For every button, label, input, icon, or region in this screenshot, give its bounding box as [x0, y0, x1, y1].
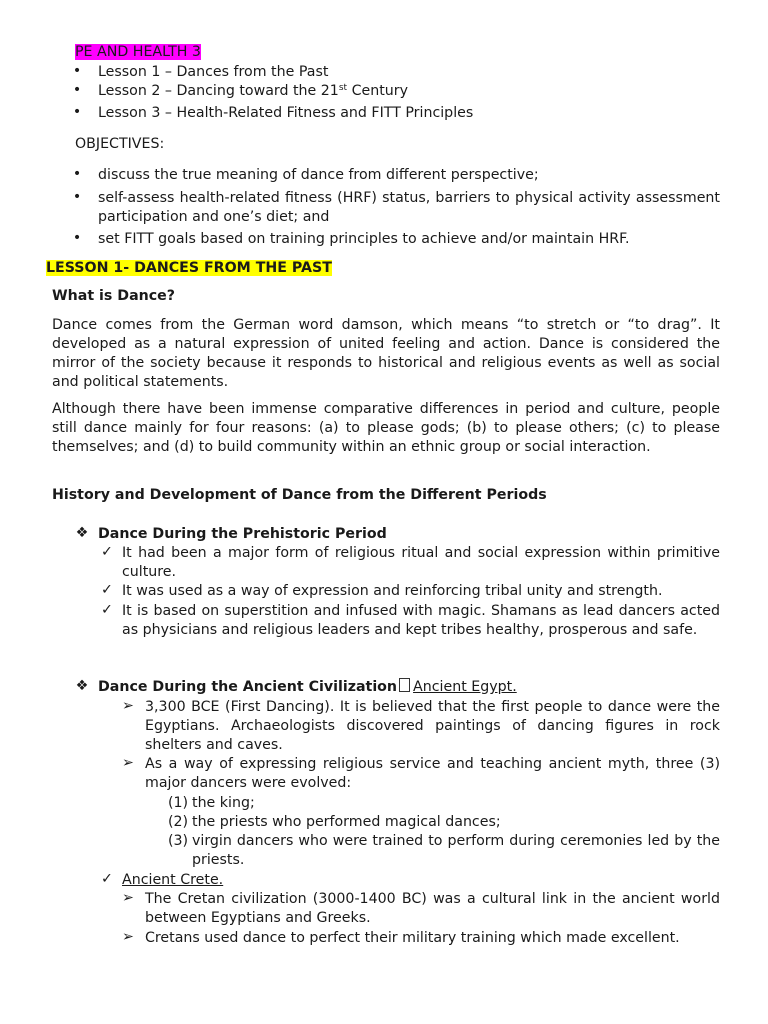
- arrow-bullet-icon: ➢: [122, 698, 134, 714]
- prehistoric-heading: Dance During the Prehistoric Period: [98, 526, 387, 542]
- bullet-icon: •: [72, 230, 82, 246]
- dancer-num: (1): [168, 795, 189, 811]
- prehistoric-item: It is based on superstition and infused with magic. Shamans as lead dancers acted as physicians and religious leaders and kept tribes healthy, prosperous and safe.: [122, 603, 720, 638]
- bullet-icon: •: [72, 189, 82, 205]
- bullet-icon: •: [72, 82, 82, 98]
- placeholder-glyph-icon: [399, 678, 410, 692]
- egypt-item: As a way of expressing religious service and teaching ancient myth, three (3) major dancers were evolved:: [145, 756, 720, 791]
- dancer-item: the priests who performed magical dances;: [192, 814, 501, 830]
- objective-item: set FITT goals based on training principles to achieve and/or maintain HRF.: [98, 231, 630, 247]
- objective-item: discuss the true meaning of dance from different perspective;: [98, 167, 539, 183]
- paragraph-reasons: Although there have been immense comparative differences in period and culture, people still dance mainly for four reasons: (a) to please gods; (b) to please others; (c) to please themselves; and (d) to build community within an ethnic group or social interaction.: [52, 401, 720, 455]
- crete-item: The Cretan civilization (3000-1400 BC) was a cultural link in the ancient world between Egyptians and Greeks.: [145, 891, 720, 926]
- crete-item: Cretans used dance to perfect their military training which made excellent.: [145, 930, 680, 946]
- arrow-bullet-icon: ➢: [122, 755, 134, 771]
- paragraph-definition: Dance comes from the German word damson, which means “to stretch or “to drag”. It developed as a natural expression of united feeling and action. Dance is considered the mirror of the society because it responds to historical and religious events as well as social and political statements.: [52, 317, 720, 390]
- arrow-bullet-icon: ➢: [122, 929, 134, 945]
- lesson-item-2: Lesson 2 – Dancing toward the 21st Century: [98, 83, 408, 99]
- dancer-item: virgin dancers who were trained to perform during ceremonies led by the priests.: [192, 833, 720, 868]
- check-icon: ✓: [101, 544, 113, 560]
- prehistoric-item: It was used as a way of expression and reinforcing tribal unity and strength.: [122, 583, 663, 599]
- arrow-bullet-icon: ➢: [122, 890, 134, 906]
- ancient-heading: Dance During the Ancient Civilization Ancient Egypt.: [98, 679, 517, 695]
- lesson-item-1: Lesson 1 – Dances from the Past: [98, 64, 329, 80]
- objectives-heading: OBJECTIVES:: [75, 136, 165, 152]
- bullet-icon: •: [72, 104, 82, 120]
- history-heading: History and Development of Dance from the Different Periods: [52, 487, 547, 503]
- diamond-bullet-icon: ❖: [75, 525, 89, 541]
- dancer-item: the king;: [192, 795, 255, 811]
- check-icon: ✓: [101, 871, 113, 887]
- dancer-num: (2): [168, 814, 189, 830]
- check-icon: ✓: [101, 602, 113, 618]
- check-icon: ✓: [101, 582, 113, 598]
- course-title: PE AND HEALTH 3: [75, 44, 201, 60]
- ancient-egypt-link: Ancient Egypt.: [413, 679, 517, 695]
- what-is-dance-heading: What is Dance?: [52, 288, 176, 304]
- bullet-icon: •: [72, 166, 82, 182]
- lesson-item-3: Lesson 3 – Health-Related Fitness and FITT Principles: [98, 105, 474, 121]
- lesson1-heading: LESSON 1- DANCES FROM THE PAST: [46, 260, 332, 276]
- bullet-icon: •: [72, 63, 82, 79]
- objective-item: self-assess health-related fitness (HRF) status, barriers to physical activity assessment participation and one’s diet; and: [98, 190, 720, 225]
- prehistoric-item: It had been a major form of religious ritual and social expression within primitive culture.: [122, 545, 720, 580]
- ancient-crete-link: Ancient Crete.: [122, 872, 224, 888]
- diamond-bullet-icon: ❖: [75, 678, 89, 694]
- egypt-item: 3,300 BCE (First Dancing). It is believed that the first people to dance were the Egyptians. Archaeologists discovered paintings of dancing figures in rock shelters and caves.: [145, 699, 720, 753]
- dancer-num: (3): [168, 833, 189, 849]
